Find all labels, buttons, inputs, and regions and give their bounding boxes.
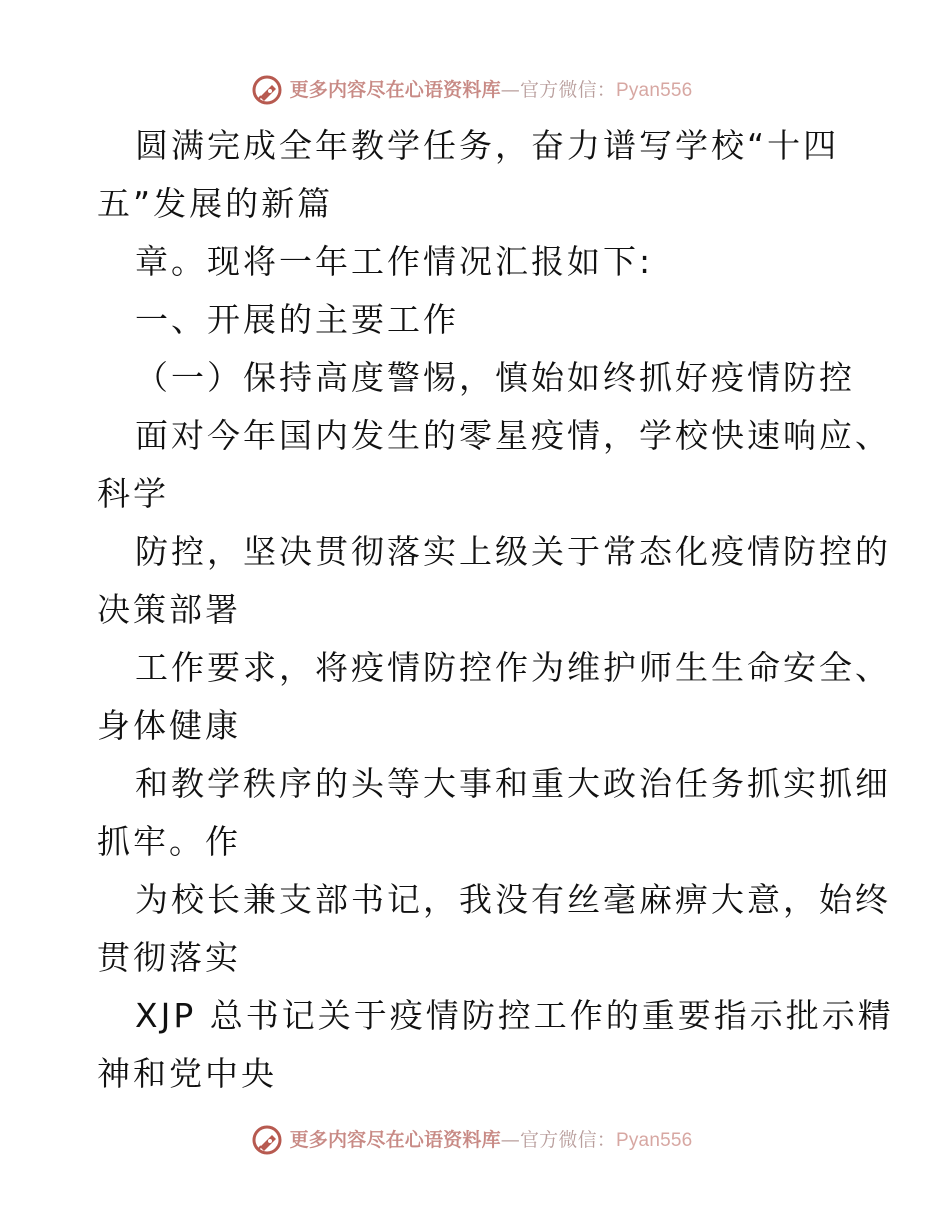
text-line: 章。现将一年工作情况汇报如下: <box>135 242 654 281</box>
text-line: 身体健康 <box>97 706 241 745</box>
footer-banner-title: 更多内容尽在心语资料库 <box>289 1128 501 1151</box>
text-line: 防控，坚决贯彻落实上级关于常态化疫情防控的 <box>135 532 891 571</box>
header-banner-text <box>289 78 693 101</box>
footer-banner-wechat-id: Pyan556 <box>615 1129 693 1151</box>
header-banner-content <box>250 73 693 107</box>
subsection-heading: （一）保持高度警惕，慎始如终抓好疫情防控 <box>135 358 855 397</box>
section-heading: 一、开展的主要工作 <box>135 300 459 339</box>
header-banner-wechat-id: Pyan556 <box>615 79 693 101</box>
footer-banner-text <box>289 1128 693 1151</box>
text-line: 面对今年国内发生的零星疫情，学校快速响应、 <box>135 416 891 455</box>
text-line: 神和党中央 <box>97 1054 277 1093</box>
header-banner-wechat-label: —官方微信： <box>500 78 616 101</box>
footer-banner-wechat-label: —官方微信： <box>500 1128 616 1151</box>
header-banner <box>0 70 950 110</box>
text-line: 决策部署 <box>97 590 241 629</box>
text-line: 贯彻落实 <box>97 938 241 977</box>
pen-nib-circle-icon <box>250 1123 284 1157</box>
text-line: 抓牢。作 <box>97 822 241 861</box>
header-banner-title: 更多内容尽在心语资料库 <box>289 78 501 101</box>
text-line: 为校长兼支部书记，我没有丝毫麻痹大意，始终 <box>135 880 891 919</box>
text-line: 科学 <box>97 474 169 513</box>
pen-nib-circle-icon <box>250 73 284 107</box>
text-line: 圆满完成全年教学任务，奋力谱写学校“十四 <box>135 126 840 165</box>
footer-banner <box>0 1120 950 1160</box>
footer-banner-content <box>250 1123 693 1157</box>
text-line: 和教学秩序的头等大事和重大政治任务抓实抓细 <box>135 764 891 803</box>
text-line: XJP 总书记关于疫情防控工作的重要指示批示精 <box>135 996 894 1035</box>
text-line: 五”发展的新篇 <box>97 184 334 223</box>
text-line: 工作要求，将疫情防控作为维护师生生命安全、 <box>135 648 891 687</box>
